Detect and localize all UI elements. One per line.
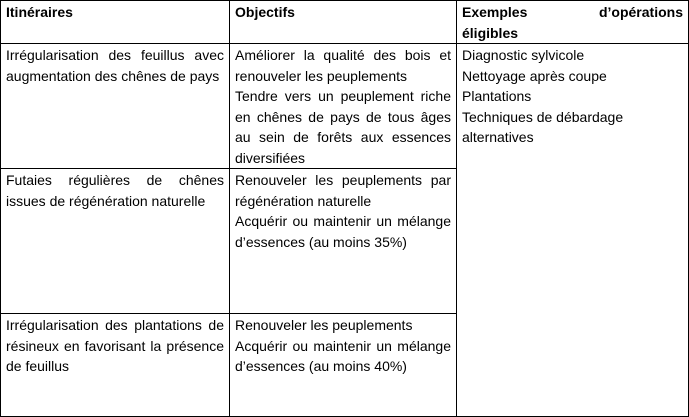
objectif-text: Acquérir ou maintenir un mélange d’essences (au moins 35%) bbox=[235, 213, 451, 250]
itineraire-text: Futaies régulières de chênes issues de régénération naturelle bbox=[6, 172, 224, 209]
exemples-cell bbox=[457, 44, 689, 417]
itineraire-text: Irrégularisation des plantations de résineux en favorisant la présence de feuillus bbox=[6, 317, 224, 374]
exemple-item: Techniques de débardage alternatives bbox=[462, 108, 624, 145]
objectif-text: Renouveler les peuplements par régénération naturelle bbox=[235, 172, 451, 209]
itineraire-cell bbox=[1, 314, 230, 417]
itineraire-cell bbox=[1, 44, 230, 169]
header-objectifs bbox=[230, 1, 457, 44]
table-header-row bbox=[1, 1, 689, 44]
header-exemples-line1: Exemples d’opérations bbox=[462, 4, 683, 20]
exemple-item: Diagnostic sylvicole bbox=[462, 47, 585, 63]
objectifs-cell bbox=[230, 314, 457, 417]
objectifs-cell bbox=[230, 44, 457, 169]
objectif-text: Tendre vers un peuplement riche en chênes de pays de tous âges au sein de forêts aux essences diversifiées bbox=[235, 88, 451, 166]
exemple-item: Plantations bbox=[462, 88, 532, 104]
objectif-text: Améliorer la qualité des bois et renouveler les peuplements bbox=[235, 47, 451, 84]
header-exemples bbox=[457, 1, 689, 44]
objectif-text: Renouveler les peuplements bbox=[235, 317, 413, 333]
header-exemples-line2: éligibles bbox=[462, 24, 519, 41]
itineraire-cell bbox=[1, 169, 230, 314]
table-row bbox=[1, 44, 689, 169]
header-objectifs-label: Objectifs bbox=[235, 4, 295, 20]
objectifs-cell bbox=[230, 169, 457, 314]
header-itineraires-label: Itinéraires bbox=[6, 4, 73, 20]
objectif-text: Acquérir ou maintenir un mélange d’essences (au moins 40%) bbox=[235, 337, 451, 374]
itineraire-text: Irrégularisation des feuillus avec augmentation des chênes de pays bbox=[6, 47, 224, 84]
header-itineraires bbox=[1, 1, 230, 44]
exemple-item: Nettoyage après coupe bbox=[462, 67, 607, 84]
